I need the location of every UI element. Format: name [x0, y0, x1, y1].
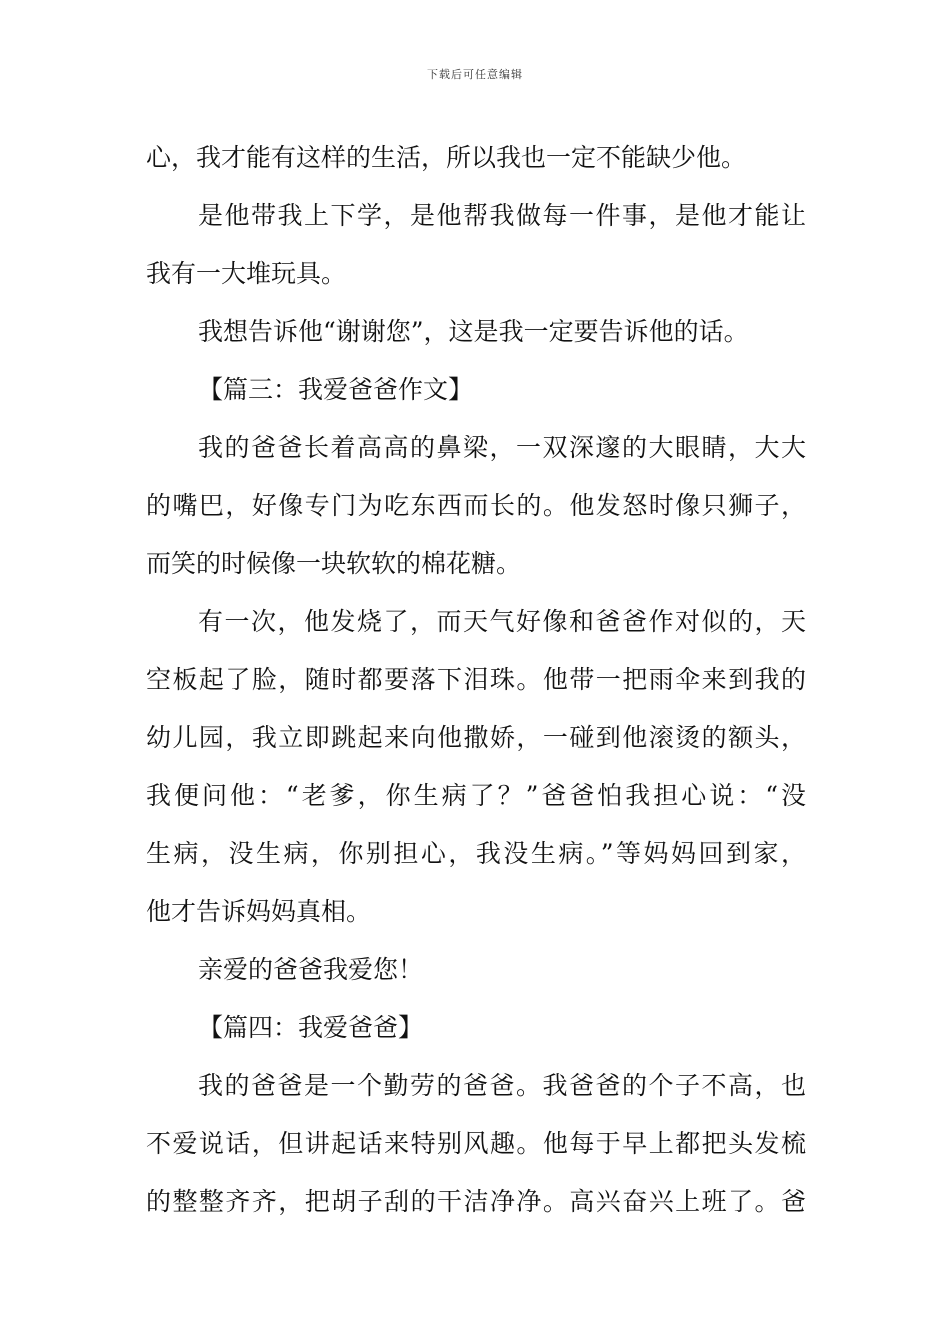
text-line: 的整整齐齐，把胡子刮的干洁净净。高兴奋兴上班了。爸: [146, 1187, 806, 1216]
text-line: 的嘴巴，好像专门为吃东西而长的。他发怒时像只狮子，: [146, 491, 806, 520]
text-line: 我有一大堆玩具。: [146, 259, 347, 288]
text-line: 我的爸爸长着高高的鼻梁，一双深邃的大眼睛，大大: [198, 433, 806, 462]
text-line: 我的爸爸是一个勤劳的爸爸。我爸爸的个子不高，也: [198, 1071, 806, 1100]
text-line: 生病，没生病，你别担心，我没生病。”等妈妈回到家，: [146, 839, 806, 868]
text-line: 是他带我上下学，是他帮我做每一件事，是他才能让: [198, 201, 806, 230]
text-line: 他才告诉妈妈真相。: [146, 897, 372, 926]
text-line: 我想告诉他“谢谢您”，这是我一定要告诉他的话。: [198, 317, 749, 346]
text-line: 而笑的时候像一块软软的棉花糖。: [146, 549, 522, 578]
document-body: [146, 129, 806, 1231]
page-header: 下载后可任意编辑: [427, 68, 523, 81]
section-heading: 【篇三：我爱爸爸作文】: [198, 375, 474, 404]
text-line: 我便问他：“老爹，你生病了？”爸爸怕我担心说：“没: [146, 781, 806, 810]
section-heading: 【篇四：我爱爸爸】: [198, 1013, 424, 1042]
text-line: 空板起了脸，随时都要落下泪珠。他带一把雨伞来到我的: [146, 665, 806, 694]
text-line: 心，我才能有这样的生活，所以我也一定不能缺少他。: [146, 143, 747, 172]
text-line: 不爱说话，但讲起话来特别风趣。他每于早上都把头发梳: [146, 1129, 806, 1158]
text-line: 亲爱的爸爸我爱您！: [198, 955, 424, 984]
text-line: 有一次，他发烧了，而天气好像和爸爸作对似的，天: [198, 607, 806, 636]
text-line: 幼儿园，我立即跳起来向他撒娇，一碰到他滚烫的额头，: [146, 723, 806, 752]
